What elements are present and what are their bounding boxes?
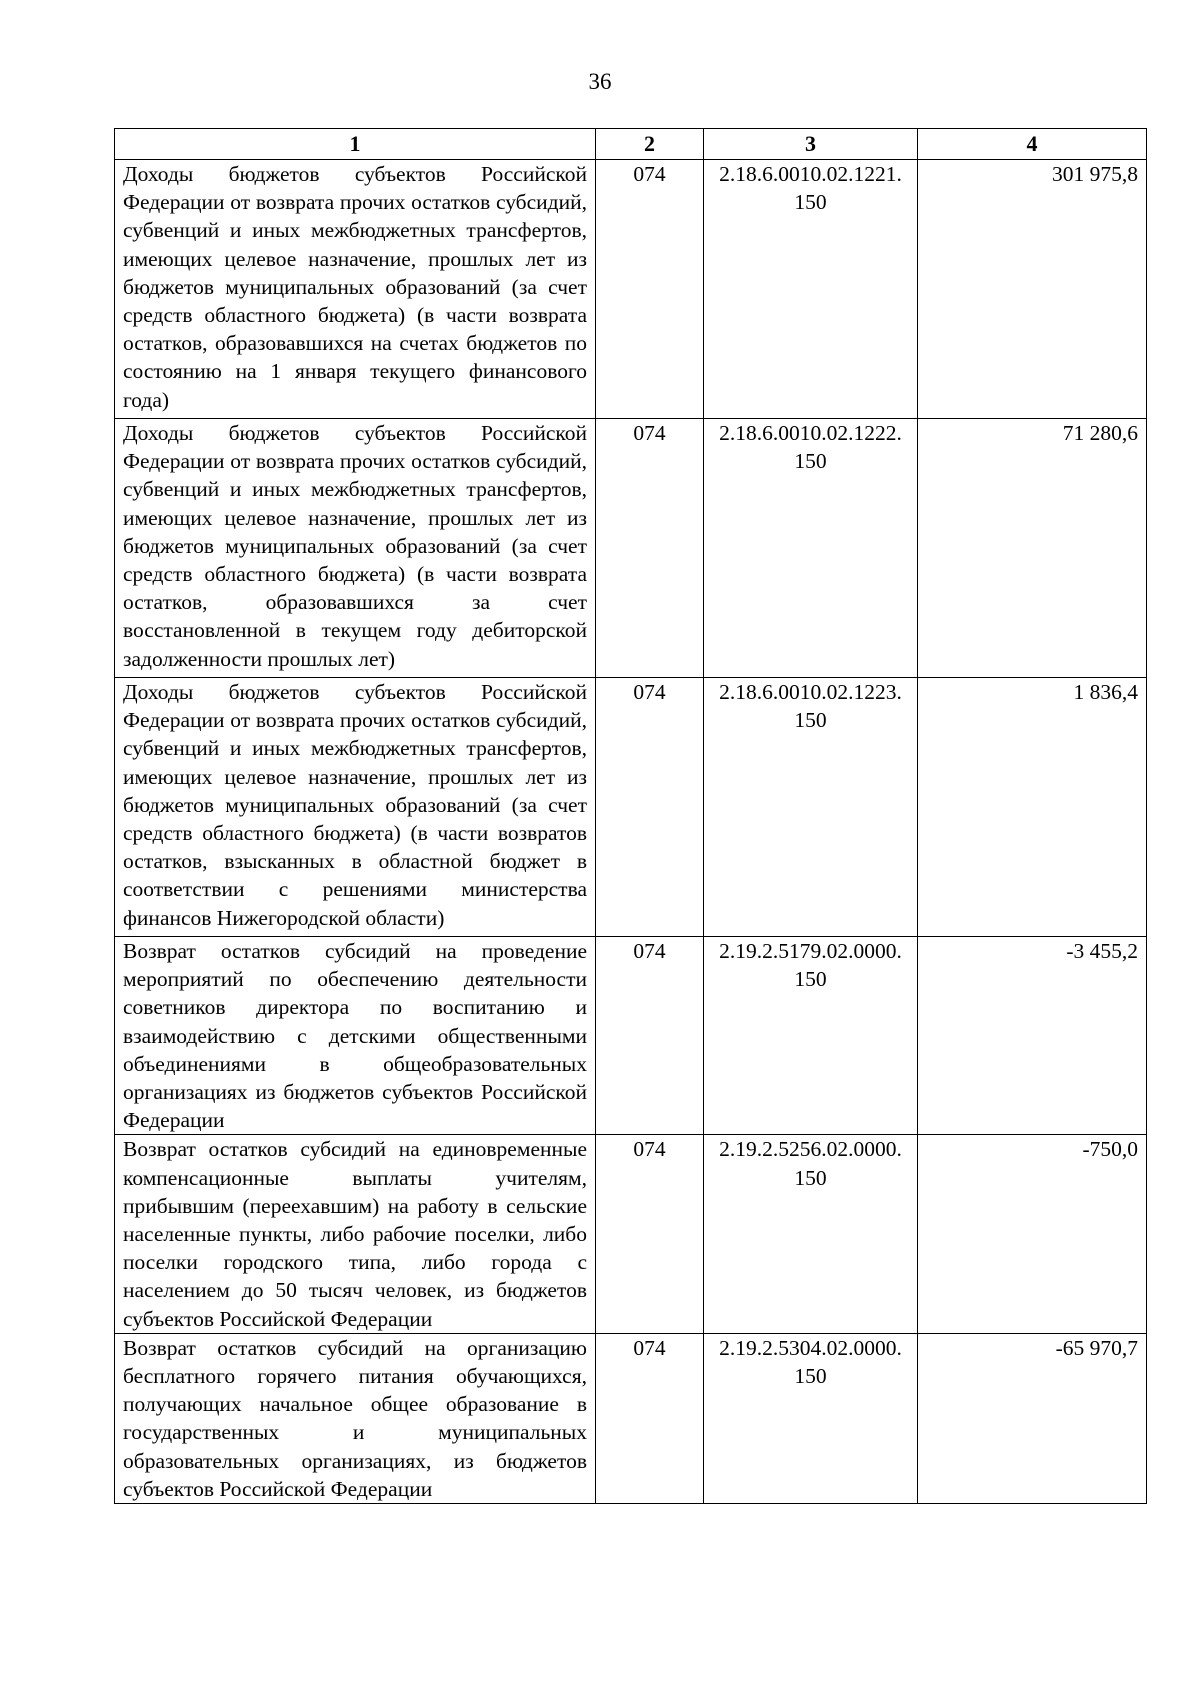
table-header-row (115, 129, 1147, 160)
column-header-1: 1 (115, 129, 596, 160)
table-row (115, 419, 1147, 678)
row-admin-code: 074 (596, 937, 704, 1135)
budget-revenue-table (114, 128, 1147, 1504)
row-description: Возврат остатков субсидий на единовременные компенсационные выплаты учителям, прибывшим (переехавшим) на работу в сельские населенные пункты, либо рабочие поселки, либо поселки городского типа, либо города с населением до 50 тысяч человек, из бюджетов субъектов Российской Федерации (115, 1135, 596, 1333)
row-amount: -750,0 (918, 1135, 1147, 1333)
budget-code-line: 2.18.6.0010.02.1222. (719, 421, 902, 445)
row-budget-code (704, 1333, 918, 1503)
budget-code-line: 2.19.2.5256.02.0000. (719, 1137, 902, 1162)
row-amount: 1 836,4 (918, 678, 1147, 937)
row-description: Доходы бюджетов субъектов Российской Федерации от возврата прочих остатков субсидий, субвенций и иных межбюджетных трансфертов, имеющих целевое назначение, прошлых лет из бюджетов муниципальных образований (за счет средств областного бюджета) (в части возврата остатков, образовавшихся на счетах бюджетов по состоянию на 1 января текущего финансового года) (115, 160, 596, 419)
column-header-4: 4 (918, 129, 1147, 160)
budget-code-suffix: 150 (794, 708, 827, 733)
budget-code-line: 2.19.2.5179.02.0000. (719, 939, 902, 963)
row-description: Доходы бюджетов субъектов Российской Федерации от возврата прочих остатков субсидий, субвенций и иных межбюджетных трансфертов, имеющих целевое назначение, прошлых лет из бюджетов муниципальных образований (за счет средств областного бюджета) (в части возврата остатков, образовавшихся за счет восстановленной в текущем году дебиторской задолженности прошлых лет) (115, 419, 596, 678)
row-admin-code: 074 (596, 1333, 704, 1503)
row-budget-code (704, 678, 918, 937)
budget-code-suffix: 150 (794, 967, 827, 992)
row-amount: -65 970,7 (918, 1333, 1147, 1503)
table-row (115, 160, 1147, 419)
budget-code-suffix: 150 (794, 190, 827, 215)
row-admin-code: 074 (596, 160, 704, 419)
row-budget-code (704, 937, 918, 1135)
budget-code-line: 2.18.6.0010.02.1221. (719, 162, 902, 186)
budget-code-suffix: 150 (794, 449, 827, 474)
column-header-2: 2 (596, 129, 704, 160)
row-budget-code (704, 160, 918, 419)
budget-code-line: 2.18.6.0010.02.1223. (719, 680, 902, 704)
row-admin-code: 074 (596, 1135, 704, 1333)
column-header-3: 3 (704, 129, 918, 160)
table-row (115, 1135, 1147, 1333)
budget-code-suffix: 150 (794, 1165, 827, 1190)
row-admin-code: 074 (596, 419, 704, 678)
budget-code-line: 2.19.2.5304.02.0000. (719, 1335, 902, 1360)
row-amount: 301 975,8 (918, 160, 1147, 419)
table-row (115, 937, 1147, 1135)
table-row (115, 1333, 1147, 1503)
row-budget-code (704, 419, 918, 678)
row-amount: 71 280,6 (918, 419, 1147, 678)
row-description: Возврат остатков субсидий на организацию бесплатного горячего питания обучающихся, получающих начальное общее образование в государственных и муниципальных образовательных организациях, из бюджетов субъектов Российской Федерации (115, 1333, 596, 1503)
row-budget-code (704, 1135, 918, 1333)
row-amount: -3 455,2 (918, 937, 1147, 1135)
budget-code-suffix: 150 (794, 1364, 827, 1389)
table-row (115, 678, 1147, 937)
row-description: Возврат остатков субсидий на проведение мероприятий по обеспечению деятельности советников директора по воспитанию и взаимодействию с детскими общественными объединениями в общеобразовательных организациях из бюджетов субъектов Российской Федерации (115, 937, 596, 1135)
row-admin-code: 074 (596, 678, 704, 937)
row-description: Доходы бюджетов субъектов Российской Федерации от возврата прочих остатков субсидий, субвенций и иных межбюджетных трансфертов, имеющих целевое назначение, прошлых лет из бюджетов муниципальных образований (за счет средств областного бюджета) (в части возвратов остатков, взысканных в областной бюджет в соответствии с решениями министерства финансов Нижегородской области) (115, 678, 596, 937)
page-number: 36 (588, 69, 612, 94)
